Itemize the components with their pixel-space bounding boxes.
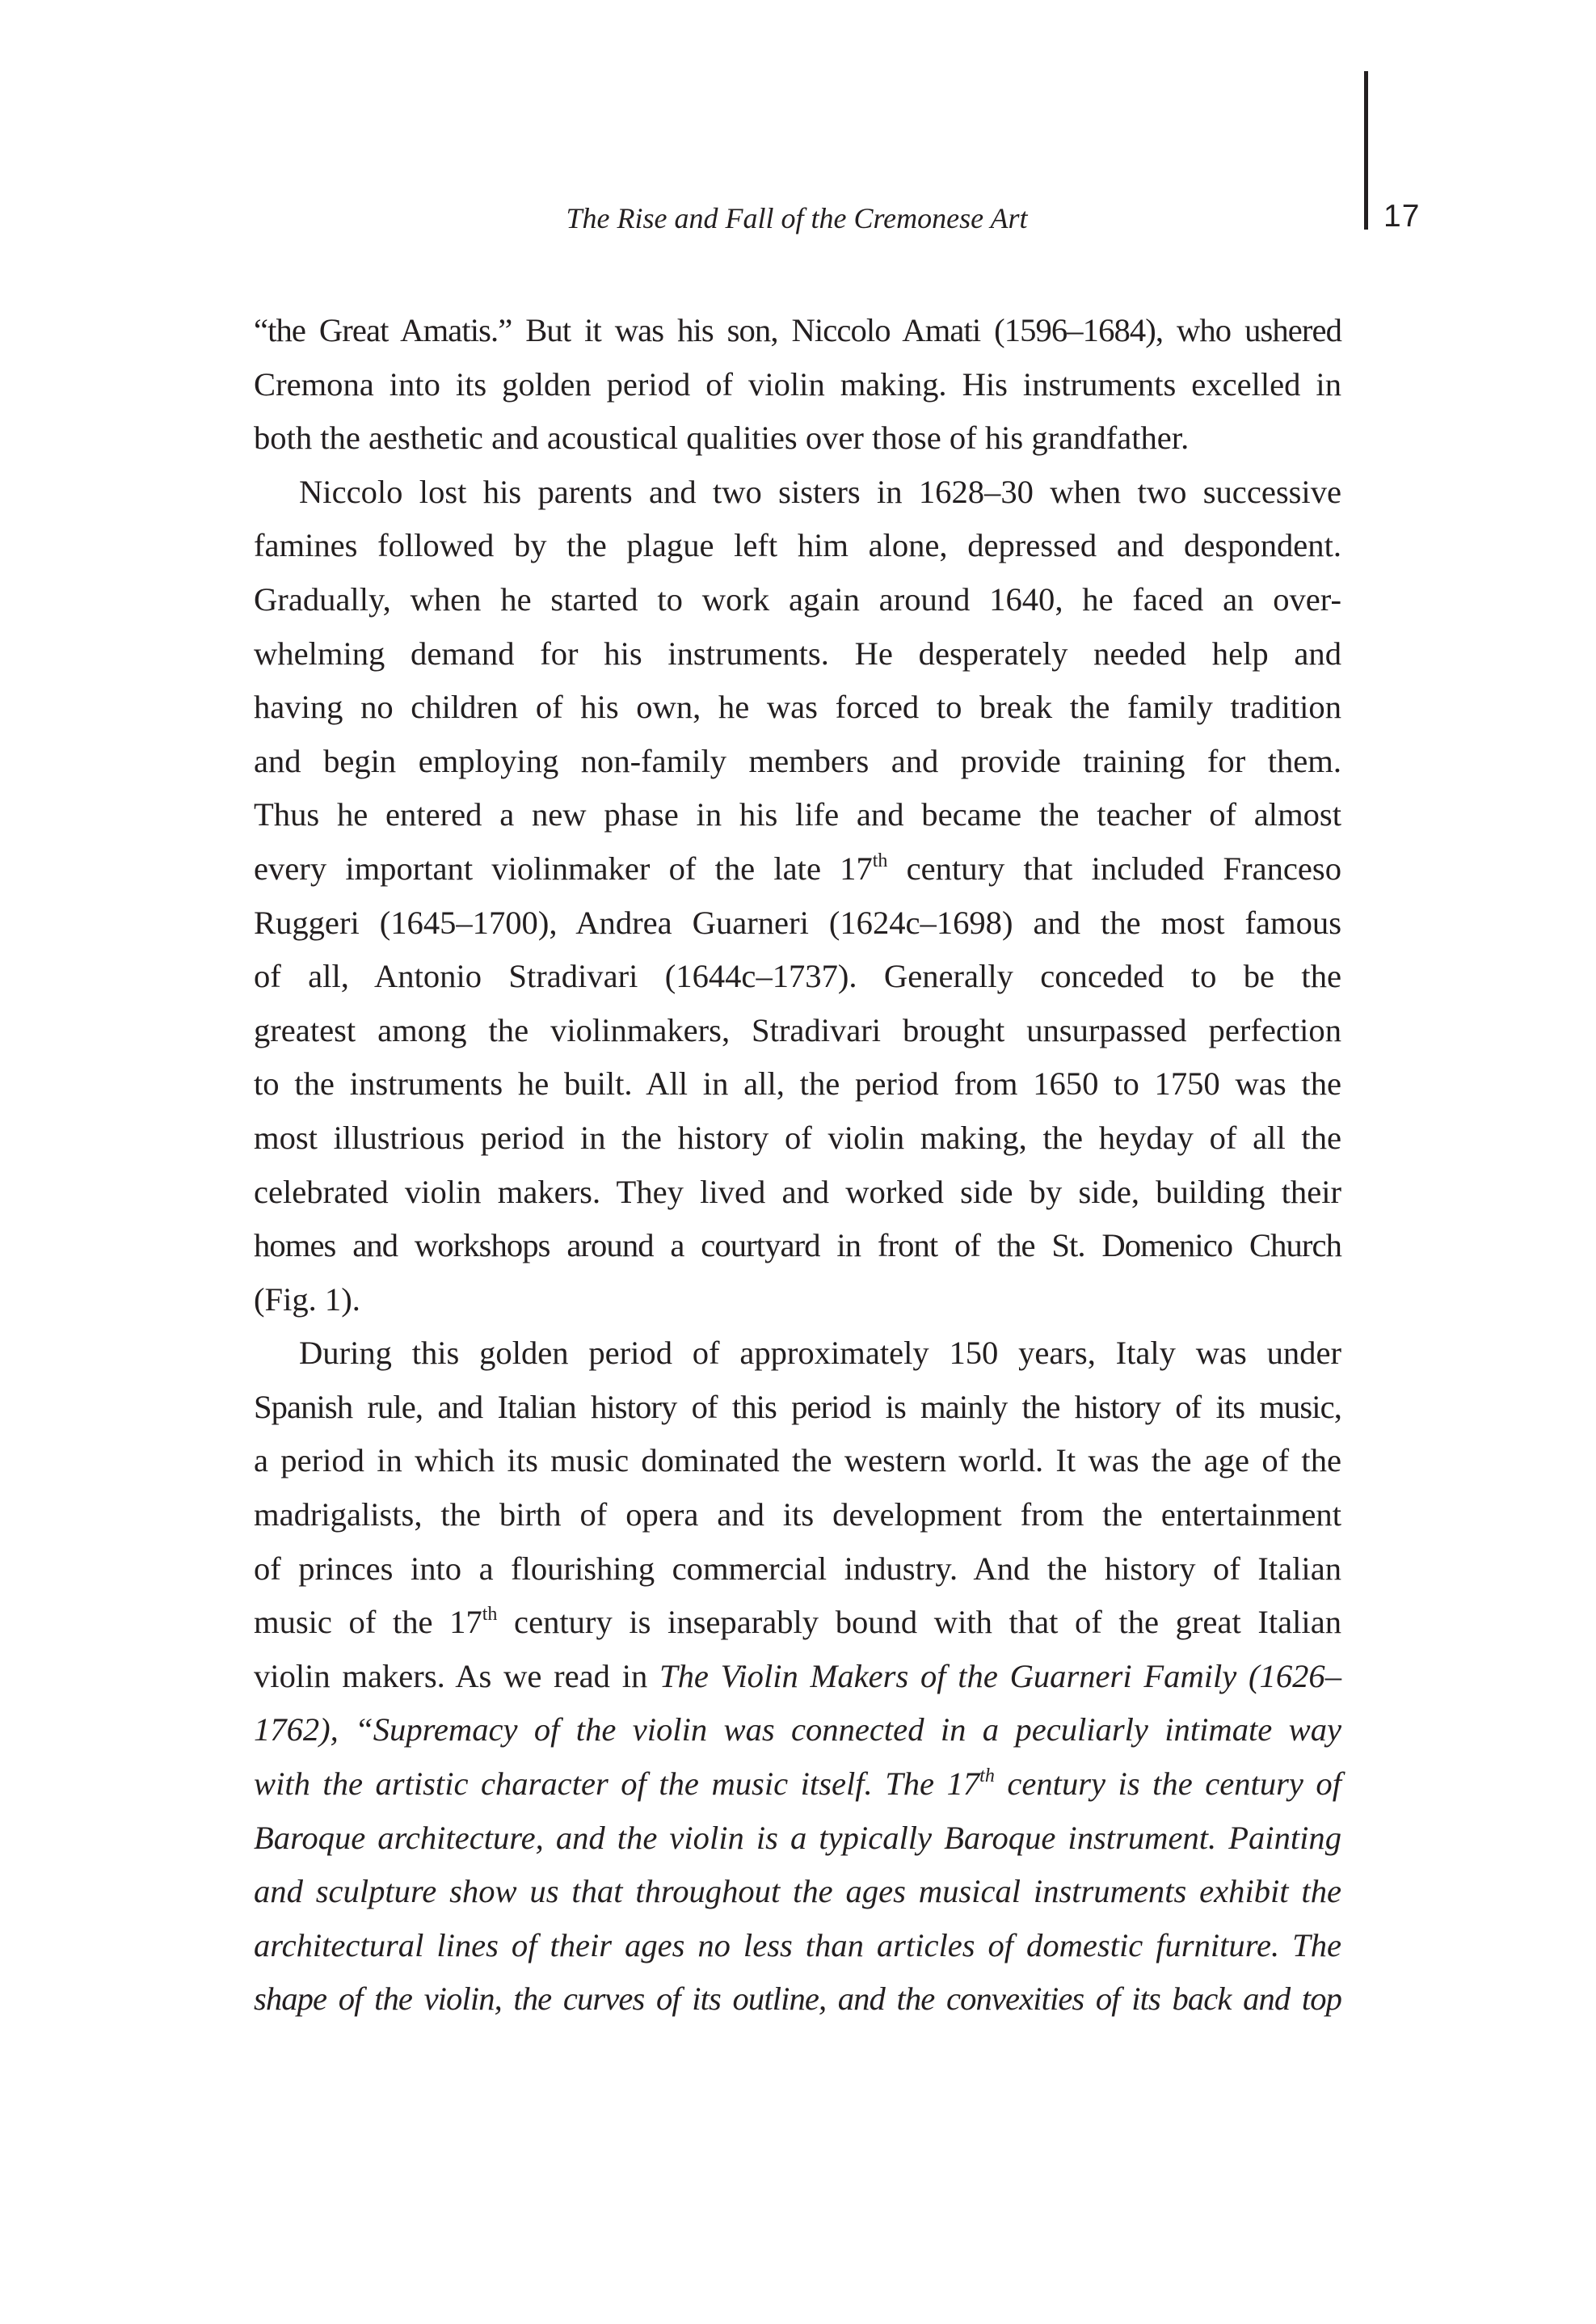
paragraph-3-line-12: architectural lines of their ages no less than articles of domestic furniture. The	[254, 1926, 1341, 1963]
line-text: century that included Franceso	[887, 850, 1341, 887]
superscript: th	[872, 850, 888, 871]
paragraph-3-line-10: Baroque architecture, and the violin is a typically Baroque instrument. Painting	[254, 1819, 1341, 1856]
paragraph-3-line-4: madrigalists, the birth of opera and its development from the entertainment	[254, 1496, 1341, 1533]
paragraph-1-line-1: “the Great Amatis.” But it was his son, Niccolo Amati (1596–1684), who ushered	[254, 312, 1341, 348]
paragraph-2-line-14: celebrated violin makers. They lived and worked side by side, building their	[254, 1173, 1341, 1210]
paragraph-2-line-1: Niccolo lost his parents and two sisters in 1628–30 when two successive	[299, 473, 1341, 510]
paragraph-2-line-12: to the instruments he built. All in all, the period from 1650 to 1750 was the	[254, 1065, 1341, 1103]
paragraph-3-line-3: a period in which its music dominated the western world. It was the age of the	[254, 1442, 1341, 1479]
paragraph-2-line-2: famines followed by the plague left him alone, depressed and despondent.	[254, 527, 1341, 564]
paragraph-2-line-11: greatest among the violinmakers, Stradivari brought unsurpassed perfection	[254, 1011, 1341, 1048]
paragraph-2-line-6: and begin employing non-family members and provide training for them.	[254, 742, 1341, 779]
paragraph-2-line-3: Gradually, when he started to work again around 1640, he faced an over-	[254, 580, 1341, 618]
superscript: th	[482, 1604, 498, 1626]
body-text	[254, 304, 1341, 2027]
page-number: 17	[1383, 199, 1421, 234]
paragraph-2-line-13: most illustrious period in the history of violin making, the heyday of all the	[254, 1119, 1341, 1156]
line-text: with the artistic character of the music itself. The 17	[254, 1765, 980, 1803]
paragraph-3-line-11: and sculpture show us that throughout the ages musical instruments exhibit the	[254, 1873, 1341, 1910]
paragraph-3-line-13: shape of the violin, the curves of its outline, and the convexities of its back and top	[254, 1980, 1341, 2018]
paragraph-3-line-6	[254, 1596, 1341, 1650]
paragraph-1-line-3: both the aesthetic and acoustical qualities over those of his grandfather.	[254, 420, 1190, 457]
paragraph-3-line-5: of princes into a flourishing commercial industry. And the history of Italian	[254, 1550, 1341, 1587]
paragraph-3-line-8: 1762), “Supremacy of the violin was connected in a peculiarly intimate way	[254, 1711, 1341, 1748]
paragraph-3-line-1: During this golden period of approximately 150 years, Italy was under	[299, 1335, 1341, 1372]
paragraph-2-line-4: whelming demand for his instruments. He desperately needed help and	[254, 635, 1341, 672]
paragraph-2-line-10: of all, Antonio Stradivari (1644c–1737). Generally conceded to be the	[254, 958, 1341, 995]
paragraph-1-line-2: Cremona into its golden period of violin making. His instruments excelled in	[254, 365, 1341, 403]
header-rule	[1364, 71, 1368, 230]
paragraph-3-line-7	[254, 1650, 1341, 1704]
paragraph-3-line-2: Spanish rule, and Italian history of this period is mainly the history of its music,	[254, 1388, 1341, 1425]
book-title: The Violin Makers of the Guarneri Family (1626–	[659, 1657, 1341, 1694]
running-title: The Rise and Fall of the Cremonese Art	[566, 202, 1028, 234]
line-text: every important violinmaker of the late 17	[254, 850, 873, 887]
superscript: th	[979, 1765, 995, 1787]
line-text: music of the 17	[254, 1604, 482, 1641]
paragraph-2-line-9: Ruggeri (1645–1700), Andrea Guarneri (1624c–1698) and the most famous	[254, 904, 1341, 941]
paragraph-2-line-15: homes and workshops around a courtyard in front of the St. Domenico Church	[254, 1227, 1341, 1264]
paragraph-2-line-7: Thus he entered a new phase in his life and became the teacher of almost	[254, 796, 1341, 833]
paragraph-2-line-16: (Fig. 1).	[254, 1280, 360, 1318]
line-text: century is the century of	[994, 1765, 1341, 1803]
paragraph-2-line-5: having no children of his own, he was forced to break the family tradition	[254, 689, 1341, 726]
line-text: century is inseparably bound with that of the great Italian	[497, 1604, 1341, 1641]
paragraph-3-line-9	[254, 1757, 1341, 1812]
paragraph-2-line-8	[254, 842, 1341, 896]
line-text: violin makers. As we read in	[254, 1657, 660, 1694]
